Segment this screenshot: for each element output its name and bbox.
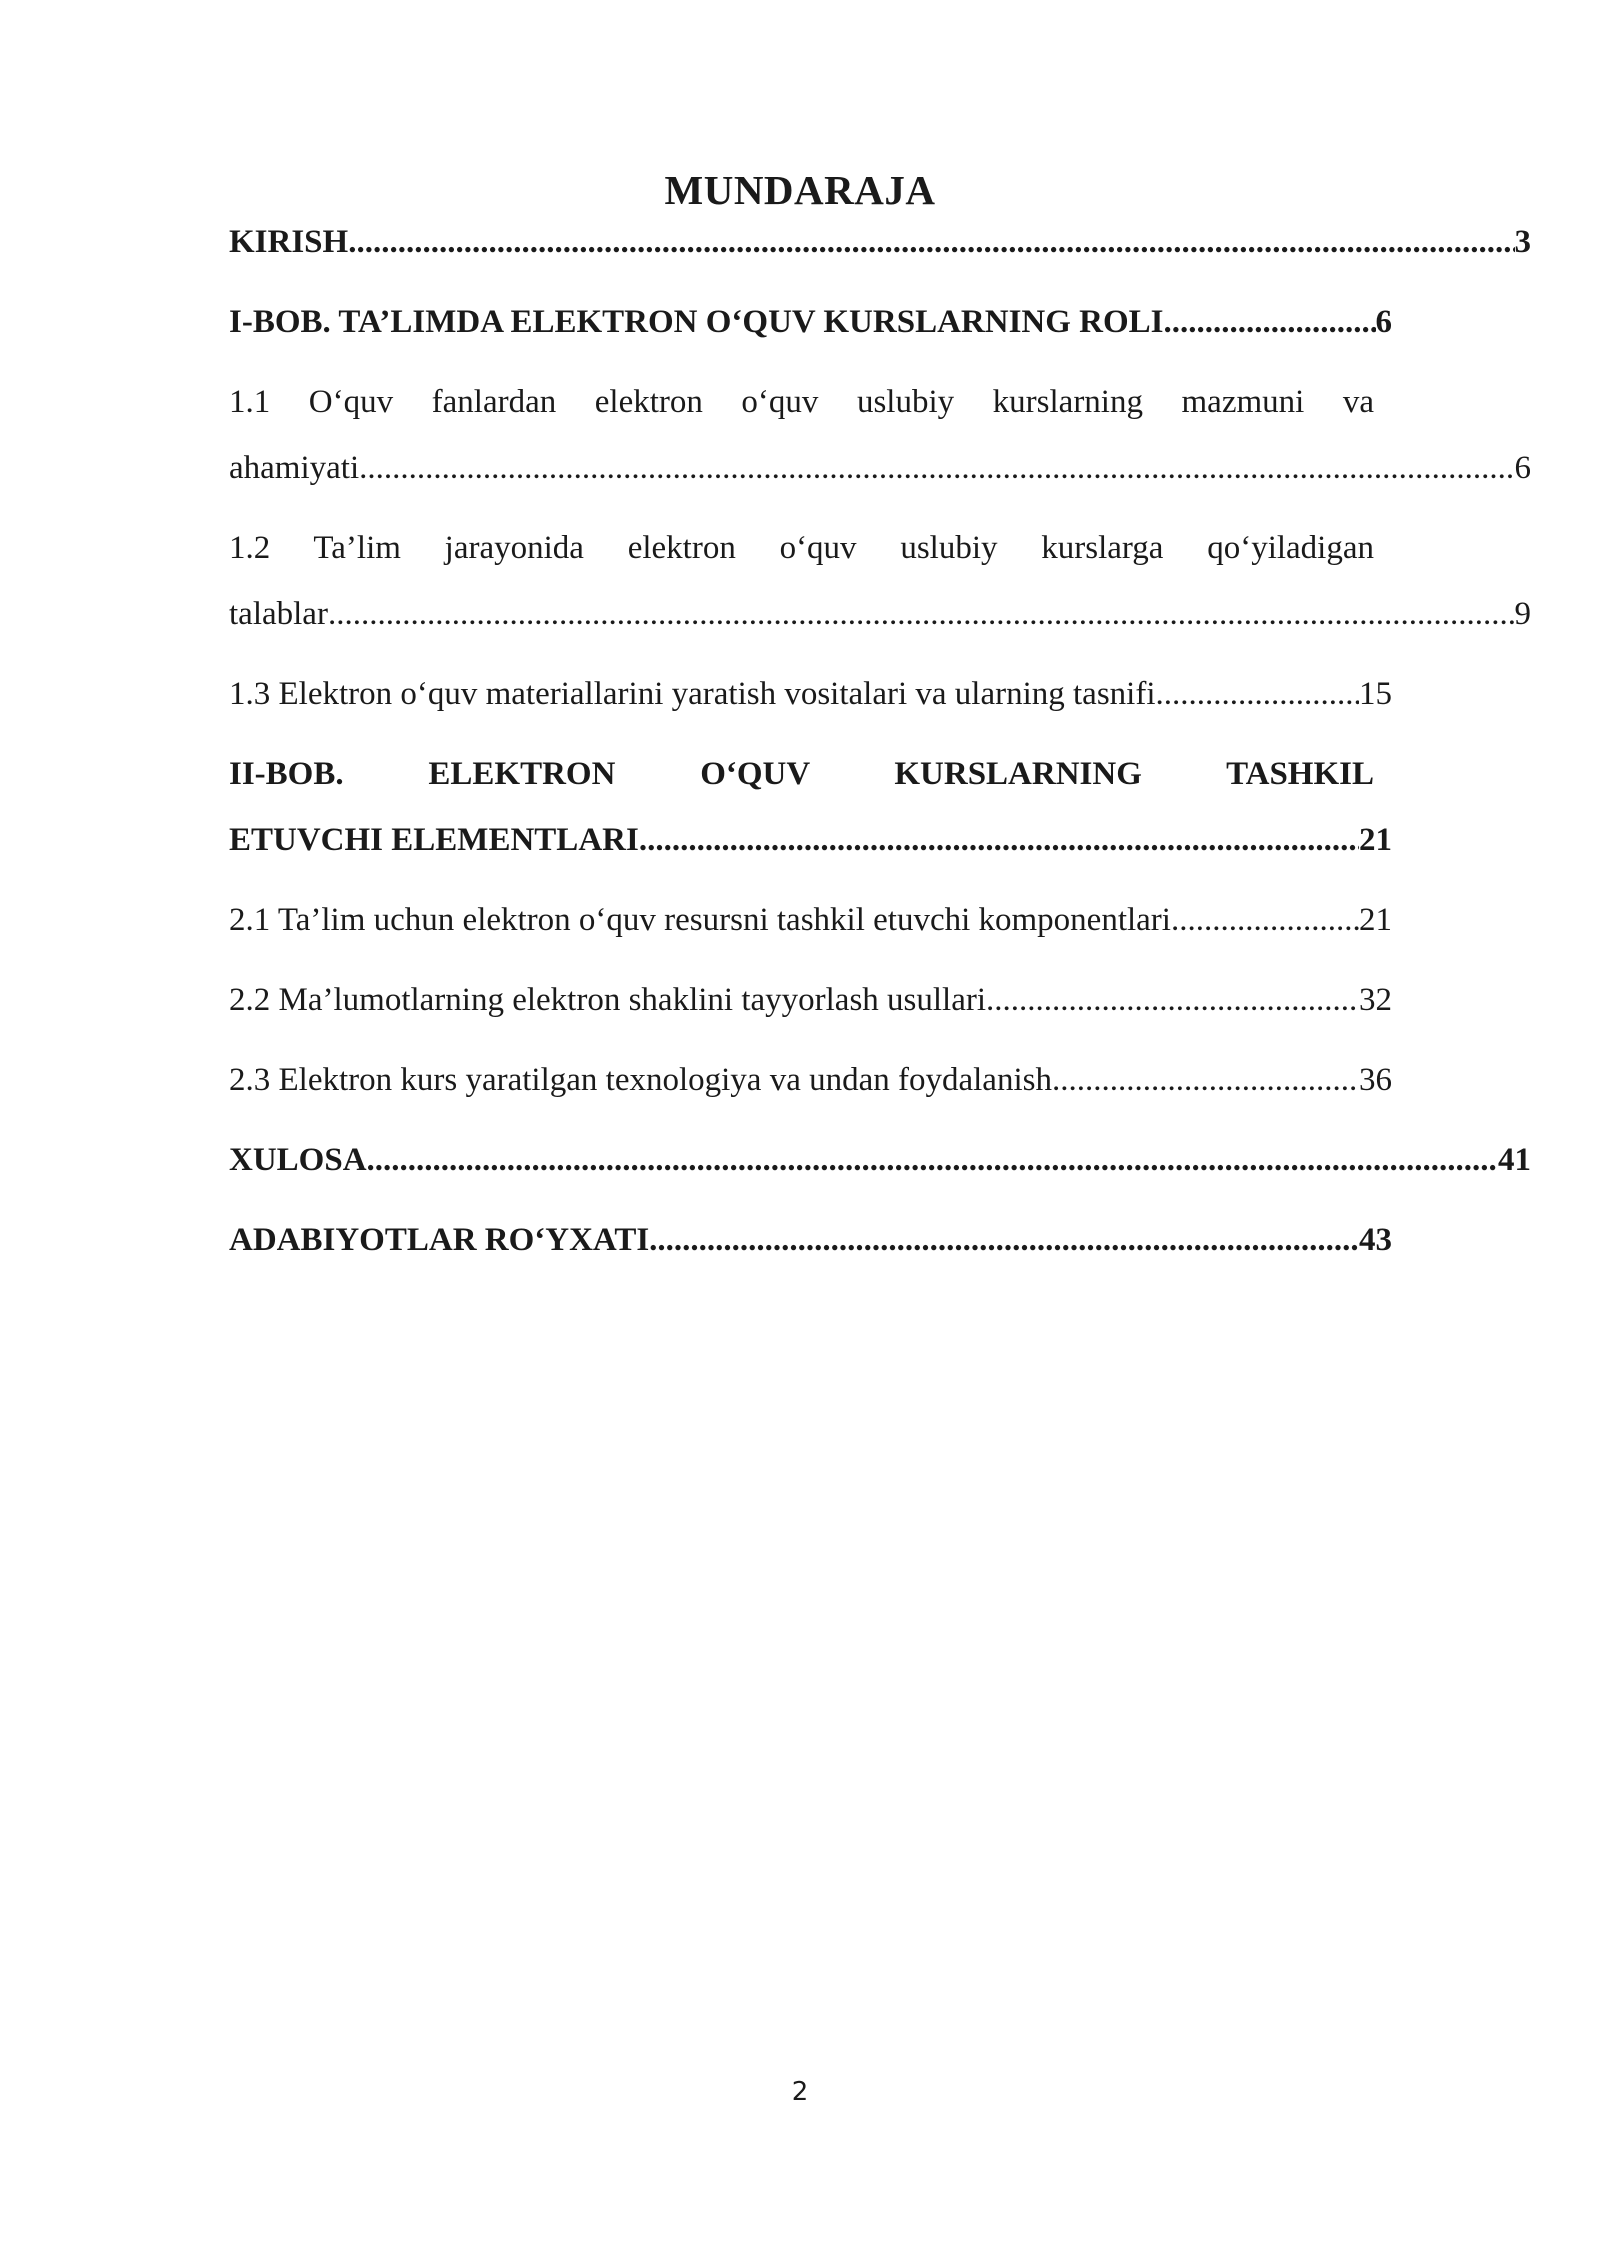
toc-entry-label: ADABIYOTLAR RO‘YXATI: [229, 1222, 650, 1258]
toc-page-number: 41: [1498, 1142, 1531, 1178]
toc-page-number: 3: [1514, 224, 1531, 260]
toc-entry-section-2-1[interactable]: [229, 900, 1392, 940]
dot-leader: [348, 222, 1514, 262]
toc-entry-line-1: II-BOB. ELEKTRON O‘QUV KURSLARNING TASHKIL: [229, 756, 1374, 792]
dot-leader: [359, 448, 1514, 488]
toc-page-number: 6: [1514, 450, 1531, 486]
toc-entry-label: 2.3 Elektron kurs yaratilgan texnologiya va undan foydalanish: [229, 1062, 1052, 1098]
dot-leader: [1164, 302, 1376, 342]
dot-leader: [328, 594, 1515, 634]
toc-page-number: 21: [1359, 902, 1392, 938]
toc-entry-chapter-1[interactable]: [229, 302, 1392, 342]
toc-entry-kirish[interactable]: [229, 222, 1531, 262]
toc-entry-line-1: 1.1 O‘quv fanlardan elektron o‘quv uslubiy kurslarning mazmuni va: [229, 384, 1374, 420]
toc-entry-references[interactable]: [229, 1220, 1392, 1260]
toc-page-number: 36: [1359, 1062, 1392, 1098]
dot-leader: [1171, 900, 1359, 940]
dot-leader: [1155, 674, 1359, 714]
toc-entry-section-1-1[interactable]: [229, 382, 1531, 488]
toc-entry-xulosa[interactable]: [229, 1140, 1531, 1180]
toc-entry-label: 2.1 Ta’lim uchun elektron o‘quv resursni tashkil etuvchi komponentlari: [229, 902, 1171, 938]
dot-leader: [367, 1140, 1498, 1180]
dot-leader: [649, 1220, 1359, 1260]
toc-entry-line-2: ETUVCHI ELEMENTLARI: [229, 822, 639, 858]
dot-leader: [639, 820, 1359, 860]
toc-page-number: 9: [1514, 596, 1531, 632]
dot-leader: [1052, 1060, 1359, 1100]
toc-entry-label: 2.2 Ma’lumotlarning elektron shaklini tayyorlash usullari: [229, 982, 987, 1018]
toc-page-number: 43: [1359, 1222, 1392, 1258]
dot-leader: [986, 980, 1359, 1020]
toc-entry-section-2-2[interactable]: [229, 980, 1392, 1020]
toc-entry-section-1-2[interactable]: [229, 528, 1531, 634]
toc-page-number: 21: [1359, 822, 1392, 858]
toc-entry-line-1: 1.2 Ta’lim jarayonida elektron o‘quv uslubiy kurslarga qo‘yiladigan: [229, 530, 1374, 566]
toc-entry-label: 1.3 Elektron o‘quv materiallarini yaratish vositalari va ularning tasnifi: [229, 676, 1156, 712]
page-number: 2: [791, 2077, 809, 2107]
toc-page-number: 6: [1375, 304, 1392, 340]
toc-entry-line-2: ahamiyati: [229, 450, 360, 486]
toc-entry-section-1-3[interactable]: [229, 674, 1392, 714]
toc-page-number: 15: [1359, 676, 1392, 712]
toc-title: MUNDARAJA: [664, 167, 936, 213]
toc-entry-label: I-BOB. TA’LIMDA ELEKTRON O‘QUV KURSLARNING ROLI: [229, 304, 1164, 340]
toc-entry-section-2-3[interactable]: [229, 1060, 1392, 1100]
toc-page-number: 32: [1359, 982, 1392, 1018]
toc-entry-label: KIRISH: [229, 224, 349, 260]
toc-entry-chapter-2[interactable]: [229, 754, 1392, 860]
toc-entry-label: XULOSA: [229, 1142, 367, 1178]
toc-entry-line-2: talablar: [229, 596, 328, 632]
